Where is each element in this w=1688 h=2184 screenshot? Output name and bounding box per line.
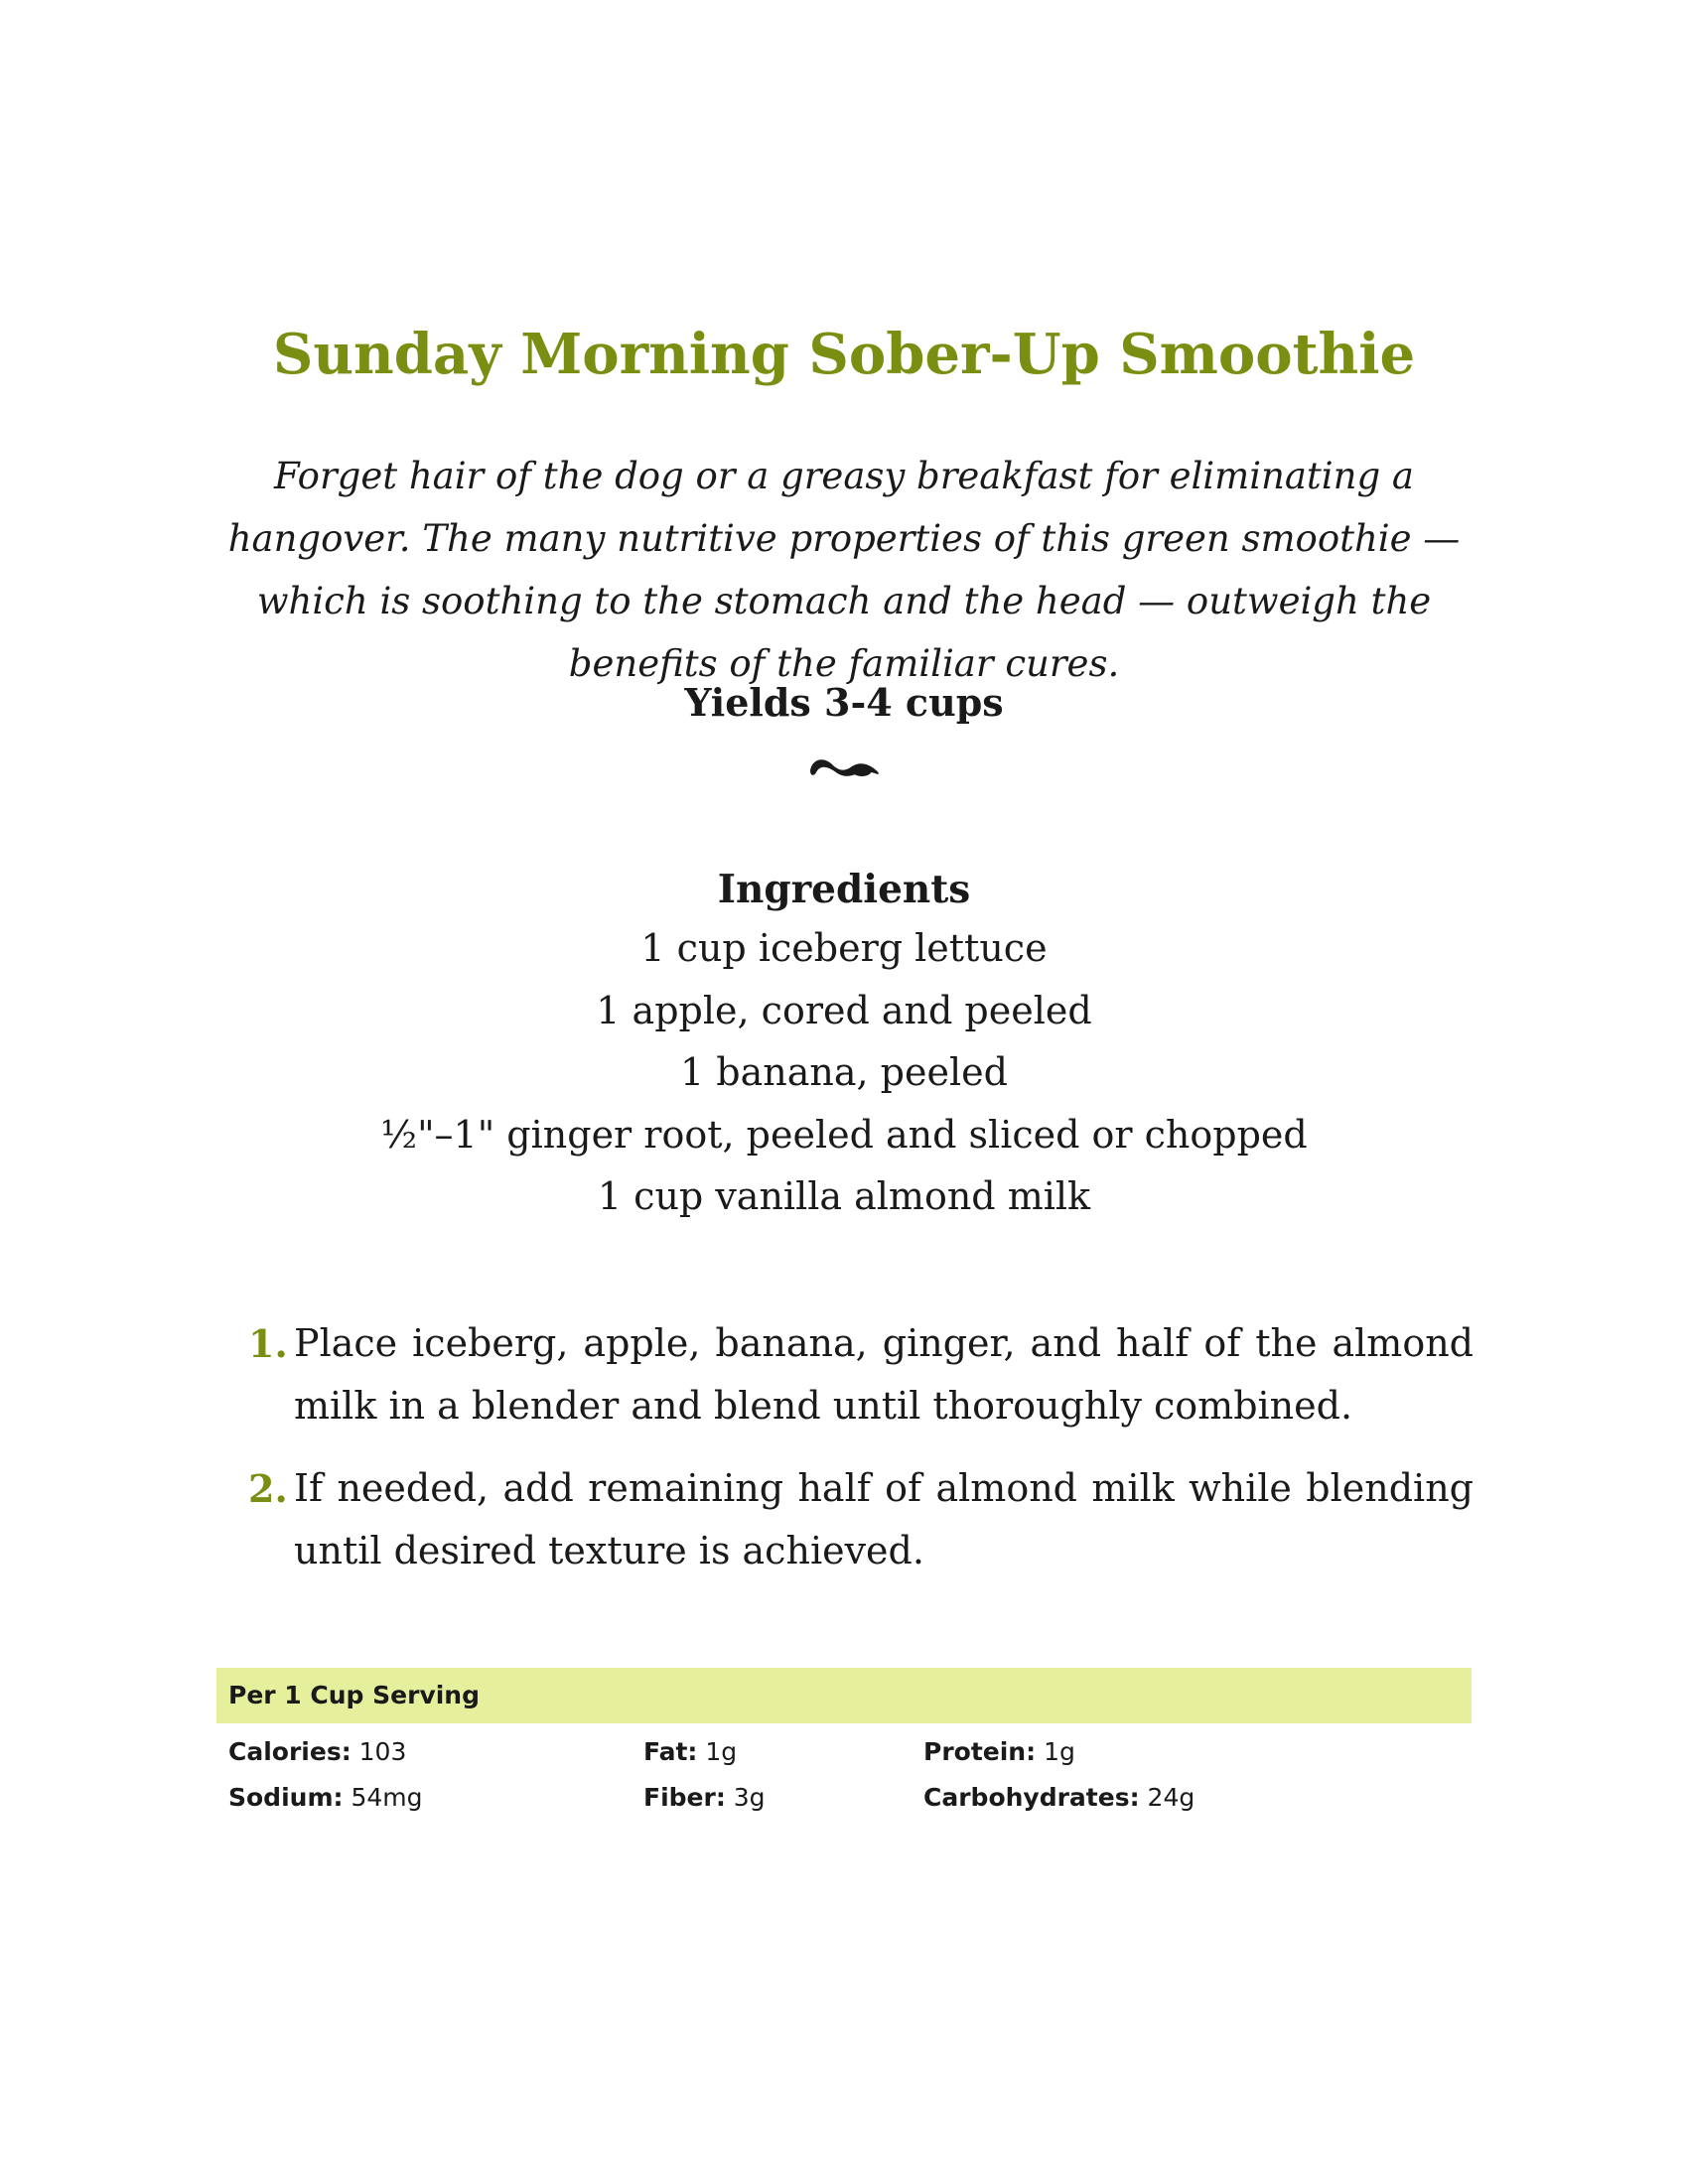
swash-ornament-icon <box>804 747 884 786</box>
nutrition-fat <box>643 1737 737 1767</box>
nutrition-value: 24g <box>1147 1783 1196 1812</box>
direction-step <box>248 1312 1474 1437</box>
nutrition-sodium <box>228 1783 423 1813</box>
nutrition-label: Carbohydrates: <box>923 1783 1140 1812</box>
ingredient-item: 1 cup vanilla almond milk <box>597 1174 1091 1218</box>
nutrition-label: Calories: <box>228 1737 352 1766</box>
step-text: Place iceberg, apple, banana, ginger, and half of the almond milk in a blender and blend until thoroughly combined. <box>294 1321 1474 1428</box>
nutrition-protein <box>923 1737 1075 1767</box>
nutrition-label: Fat: <box>643 1737 698 1766</box>
nutrition-value: 3g <box>733 1783 766 1812</box>
ingredients-heading: Ingredients <box>717 867 971 912</box>
ingredients-section <box>0 862 1688 1228</box>
ingredient-item: 1 cup iceberg lettuce <box>640 926 1048 970</box>
step-text: If needed, add remaining half of almond milk while blending until desired texture is achieved. <box>294 1466 1474 1572</box>
step-number: 2. <box>248 1466 288 1511</box>
ingredients-list <box>0 917 1688 1228</box>
nutrition-label: Protein: <box>923 1737 1037 1766</box>
nutrition-label: Sodium: <box>228 1783 344 1812</box>
nutrition-calories <box>228 1737 406 1767</box>
nutrition-value: 103 <box>358 1737 407 1766</box>
nutrition-grid <box>216 1723 1472 1823</box>
recipe-title: Sunday Morning Sober-Up Smoothie <box>272 322 1416 387</box>
ingredient-item: 1 apple, cored and peeled <box>596 988 1092 1032</box>
nutrition-label: Fiber: <box>643 1783 726 1812</box>
nutrition-table <box>216 1668 1472 1823</box>
step-number: 1. <box>248 1321 288 1366</box>
ingredient-item: ½"–1" ginger root, peeled and sliced or chopped <box>380 1112 1308 1157</box>
nutrition-value: 54mg <box>351 1783 423 1812</box>
ingredient-item: 1 banana, peeled <box>680 1050 1008 1094</box>
direction-step <box>248 1457 1474 1582</box>
nutrition-value: 1g <box>705 1737 738 1766</box>
recipe-yields: Yields 3-4 cups <box>684 680 1004 725</box>
directions-list <box>248 1312 1474 1602</box>
nutrition-fiber <box>643 1783 766 1813</box>
nutrition-value: 1g <box>1044 1737 1075 1766</box>
recipe-intro-text: Forget hair of the dog or a greasy breakfast for eliminating a hangover. The many nutritive properties of this green smoothie — which is soothing to the stomach and the head — outweigh the benefits of the familiar cures. <box>227 455 1461 685</box>
nutrition-carbohydrates <box>923 1783 1195 1813</box>
recipe-intro <box>199 445 1489 695</box>
nutrition-header: Per 1 Cup Serving <box>216 1668 1472 1723</box>
